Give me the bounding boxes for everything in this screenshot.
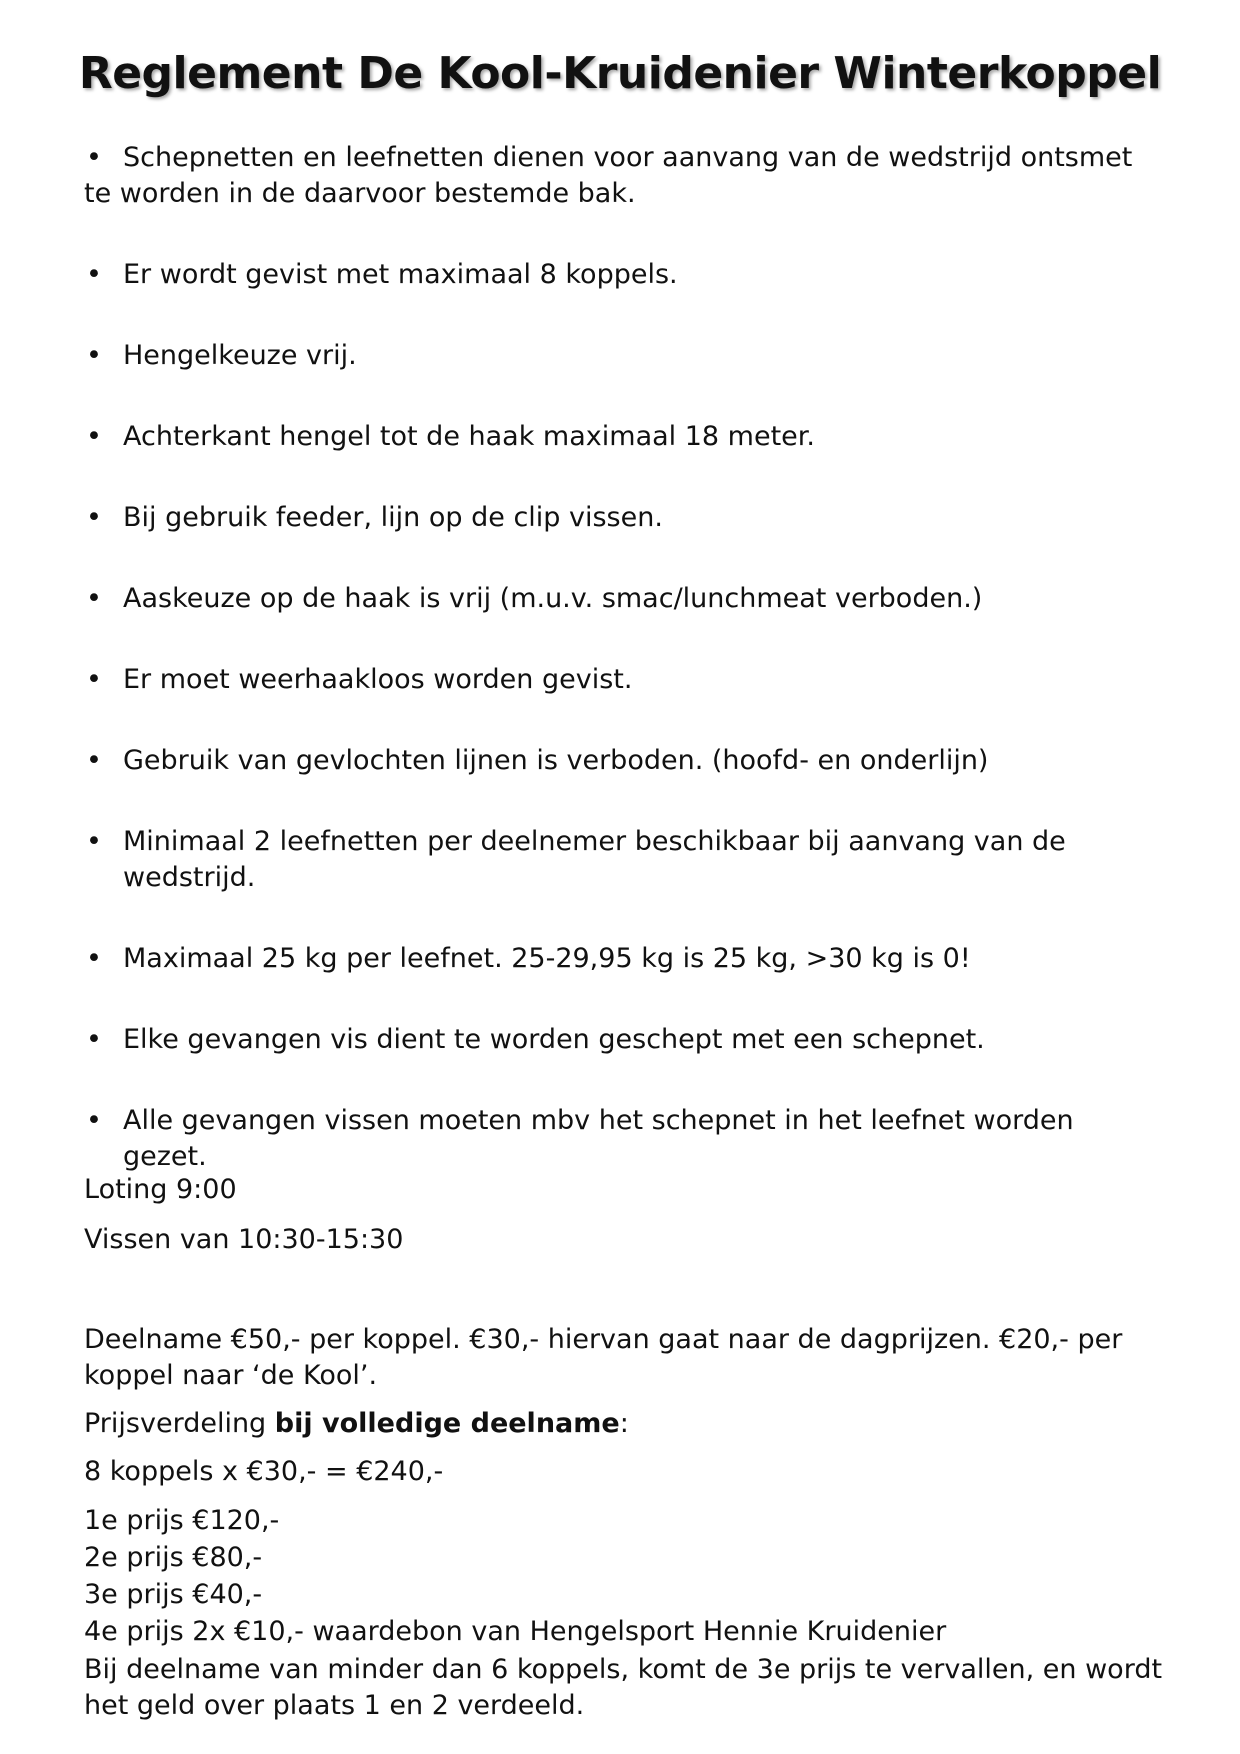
prize-distribution-prefix: Prijsverdeling xyxy=(84,1408,275,1439)
rule-item: • Bij gebruik feeder, lijn op de clip vissen. xyxy=(84,500,1164,536)
prize-item: 1e prijs €120,- xyxy=(84,1505,280,1536)
rule-item: • Hengelkeuze vrij. xyxy=(84,338,1164,374)
rule-item: • Gebruik van gevlochten lijnen is verboden. (hoofd- en onderlijn) xyxy=(84,743,1164,779)
prize-item: 3e prijs €40,- xyxy=(84,1579,263,1610)
rule-item: • Er moet weerhaakloos worden gevist. xyxy=(84,662,1164,698)
participation-fee: Deelname €50,- per koppel. €30,- hiervan gaat naar de dagprijzen. €20,- per koppel naar ‘de Kool’. xyxy=(84,1324,1123,1391)
rule-item: • Alle gevangen vissen moeten mbv het schepnet in het leefnet worden gezet. xyxy=(84,1103,1164,1175)
rule-item: • Minimaal 2 leefnetten per deelnemer beschikbaar bij aanvang van de wedstrijd. xyxy=(84,824,1164,896)
prize-distribution-label xyxy=(84,1406,1164,1442)
fishing-time: Vissen van 10:30-15:30 xyxy=(84,1224,404,1255)
prize-item: 2e prijs €80,- xyxy=(84,1542,263,1573)
rule-item: • Maximaal 25 kg per leefnet. 25-29,95 kg is 25 kg, >30 kg is 0! xyxy=(84,941,1164,977)
document-title: Reglement De Kool-Kruidenier Winterkoppel xyxy=(78,48,1162,99)
rule-item: • Achterkant hengel tot de haak maximaal 18 meter. xyxy=(84,419,1164,455)
rule-item: • Er wordt gevist met maximaal 8 koppels. xyxy=(84,257,1164,293)
prize-calculation: 8 koppels x €30,- = €240,- xyxy=(84,1456,444,1487)
rule-item: • Elke gevangen vis dient te worden geschept met een schepnet. xyxy=(84,1022,1164,1058)
prize-distribution-suffix: : xyxy=(619,1408,629,1439)
small-field-note: Bij deelname van minder dan 6 koppels, komt de 3e prijs te vervallen, en wordt het geld over plaats 1 en 2 verdeeld. xyxy=(84,1654,1163,1721)
rules-list xyxy=(84,140,1164,1220)
draw-time: Loting 9:00 xyxy=(84,1174,237,1205)
prizes-list xyxy=(84,1502,1164,1650)
rule-item: • Aaskeuze op de haak is vrij (m.u.v. smac/lunchmeat verboden.) xyxy=(84,581,1164,617)
prize-distribution-bold: bij volledige deelname xyxy=(274,1408,620,1439)
rule-item: • Schepnetten en leefnetten dienen voor aanvang van de wedstrijd ontsmet te worden in de daarvoor bestemde bak. xyxy=(84,140,1164,212)
prize-item: 4e prijs 2x €10,- waardebon van Hengelsport Hennie Kruidenier xyxy=(84,1616,947,1647)
